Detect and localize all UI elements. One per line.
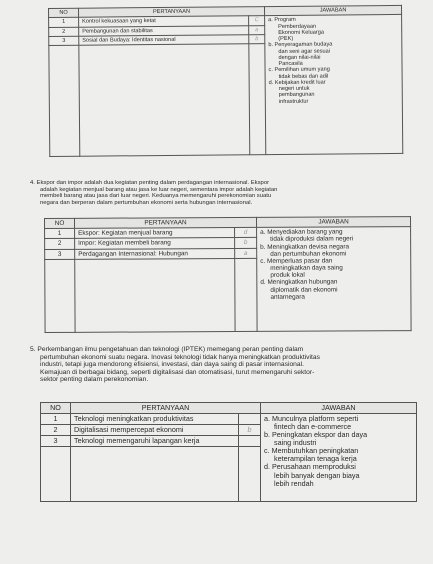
paragraph-line: membeli barang atau jasa dari luar negeri. Keduanya memengaruhi perekonomian suatu [40, 193, 272, 200]
answer-line: lebih banyak dengan biaya [274, 470, 360, 480]
question-4-text [30, 180, 277, 206]
answer-mark: b [243, 239, 248, 247]
answer-mark: C [254, 17, 259, 24]
paragraph-line: Kemajuan di berbagai bidang, seperti digitalisasi dan otomatisasi, turut memengaruhi sektor- [40, 368, 315, 376]
empty-cell [71, 447, 239, 502]
answer-mark-cell [249, 34, 265, 43]
question-cell: Teknologi memengaruhi lapangan kerja [71, 436, 239, 447]
answer-line: c. Pemilihan umum yang [268, 66, 330, 74]
header-question: PERTANYAAN [71, 403, 261, 414]
answer-line: dan seni agar sesuai [278, 48, 331, 55]
answer-line: d. Meningkatkan hubungan [260, 278, 338, 287]
header-no: NO [45, 218, 75, 228]
row-number: 3 [45, 249, 75, 259]
paragraph-line: industri, tetapi juga mendorong efisiensi, investasi, dan daya saing di pasar internasional. [40, 361, 304, 368]
answer-line: dengan nilai-nilai [278, 54, 321, 61]
answer-line: Ekonomi Keluarga [278, 29, 324, 36]
empty-cell [239, 447, 261, 502]
answer-line: antarnegara [270, 293, 305, 301]
answer-line: dan pertumbuhan ekonomi [270, 250, 347, 258]
answer-line: a. Menyediakan barang yang [260, 228, 343, 237]
header-answer: JAWABAN [261, 403, 417, 414]
paragraph-line: sektor penting dalam perekonomian. [40, 376, 149, 383]
header-no: NO [49, 8, 79, 18]
question-5-text [30, 346, 320, 384]
answer-line: meningkatkan daya saing [270, 264, 343, 272]
empty-cell [45, 259, 75, 332]
answer-line: b. Peningkatan ekspor dan daya [264, 430, 368, 440]
answer-mark-cell [235, 228, 257, 238]
answer-options [261, 414, 417, 502]
answer-mark-cell [235, 248, 257, 258]
question-cell: Ekspor: Kegiatan menjual barang [75, 228, 235, 239]
row-number: 3 [41, 436, 71, 447]
answer-options [257, 227, 412, 331]
empty-cell [49, 45, 80, 156]
empty-cell [235, 258, 257, 331]
header-question: PERTANYAAN [75, 217, 257, 228]
question-cell: Impor: Kegiatan membeli barang [75, 238, 235, 249]
empty-cell [41, 447, 71, 502]
row-number: 2 [49, 27, 79, 37]
answer-mark-cell [249, 16, 265, 25]
question-cell: Kontrol kekuasaan yang ketat [79, 16, 249, 27]
header-question: PERTANYAAN [79, 7, 265, 18]
answer-mark-cell [249, 25, 265, 34]
header-answer: JAWABAN [264, 5, 401, 15]
paragraph-line: pertumbuhan ekonomi suatu negara. Inovasi teknologi tidak hanya meningkatkan produktivitas [40, 353, 320, 361]
paragraph-line: adalah kegiatan menjual barang atau jasa ke luar negeri, sementara impor adalah kegiatan [40, 186, 278, 193]
question-cell: Digitalisasi mempercepat ekonomi [71, 425, 239, 436]
matching-table-1 [48, 5, 403, 157]
row-number: 3 [49, 36, 79, 46]
empty-cell [75, 258, 235, 332]
answer-mark: d [243, 229, 248, 237]
answer-line: c. Memperluas pasar dan [260, 257, 333, 265]
answer-line: b. Penyeragaman budaya [268, 41, 333, 49]
matching-table-3 [40, 402, 417, 502]
empty-cell [249, 44, 266, 155]
answer-line: d. Kebijakan kredit luar [268, 79, 326, 86]
answer-line: a. Program [268, 17, 296, 24]
answer-mark-cell [239, 425, 261, 436]
answer-mark: a [243, 249, 248, 257]
header-answer: JAWABAN [257, 217, 411, 228]
answer-line: diplomatik dan ekonomi [270, 286, 338, 294]
answer-line: Pemberdayaan [278, 23, 317, 30]
answer-line: a. Munculnya platform seperti [264, 414, 359, 424]
answer-line: pembangunan [278, 91, 315, 99]
paragraph-line: negara dan berperan dalam pertumbuhan ekonomi serta hubungan internasional. [40, 199, 253, 206]
header-no: NO [41, 403, 71, 414]
paragraph-line: 4. Ekspor dan impor adalah dua kegiatan penting dalam perdagangan internasional. Ekspor [30, 180, 270, 186]
answer-line: d. Perusahaan memproduksi [264, 462, 356, 472]
question-cell: Sosial dan Budaya: Identitas nasional [79, 34, 249, 45]
answer-line: tidak bebas dan adil [278, 73, 329, 80]
answer-options [265, 15, 403, 155]
answer-line: c. Membutuhkan peningkatan [264, 446, 359, 456]
answer-line: produk lokal [270, 271, 305, 280]
answer-mark: a [255, 26, 259, 33]
row-number: 1 [49, 17, 79, 27]
answer-mark-cell [235, 238, 257, 248]
question-cell: Teknologi meningkatkan produktivitas [71, 414, 239, 425]
answer-line: saing industri [274, 438, 317, 448]
answer-line: Pancasila [278, 60, 303, 67]
answer-line: infrastruktur [278, 98, 309, 105]
row-number: 1 [45, 229, 75, 239]
answer-line: fintech dan e-commerce [274, 422, 352, 432]
answer-mark-cell [239, 436, 261, 447]
paragraph-line: 5. Perkembangan ilmu pengetahuan dan teknologi (IPTEK) memegang peran penting dalam [30, 346, 304, 353]
answer-line: b. Meningkatkan devisa negara [260, 242, 350, 251]
empty-cell [79, 44, 250, 156]
answer-mark-cell [239, 414, 261, 425]
answer-line: negeri untuk [278, 85, 310, 92]
answer-mark: b [255, 35, 259, 42]
answer-line: (PEK) [278, 35, 294, 42]
matching-table-2 [44, 216, 412, 333]
question-cell: Perdagangan Internasional: Hubungan [75, 248, 235, 259]
answer-line: lebih rendah [274, 478, 314, 488]
row-number: 2 [45, 239, 75, 249]
answer-line: tidak diproduksi dalam negeri [270, 235, 354, 244]
answer-line: keterampilan tenaga kerja [274, 454, 357, 464]
question-cell: Pembangunan dan stabilitas [79, 25, 249, 36]
row-number: 2 [41, 425, 71, 436]
answer-mark: b [247, 425, 252, 435]
row-number: 1 [41, 414, 71, 425]
